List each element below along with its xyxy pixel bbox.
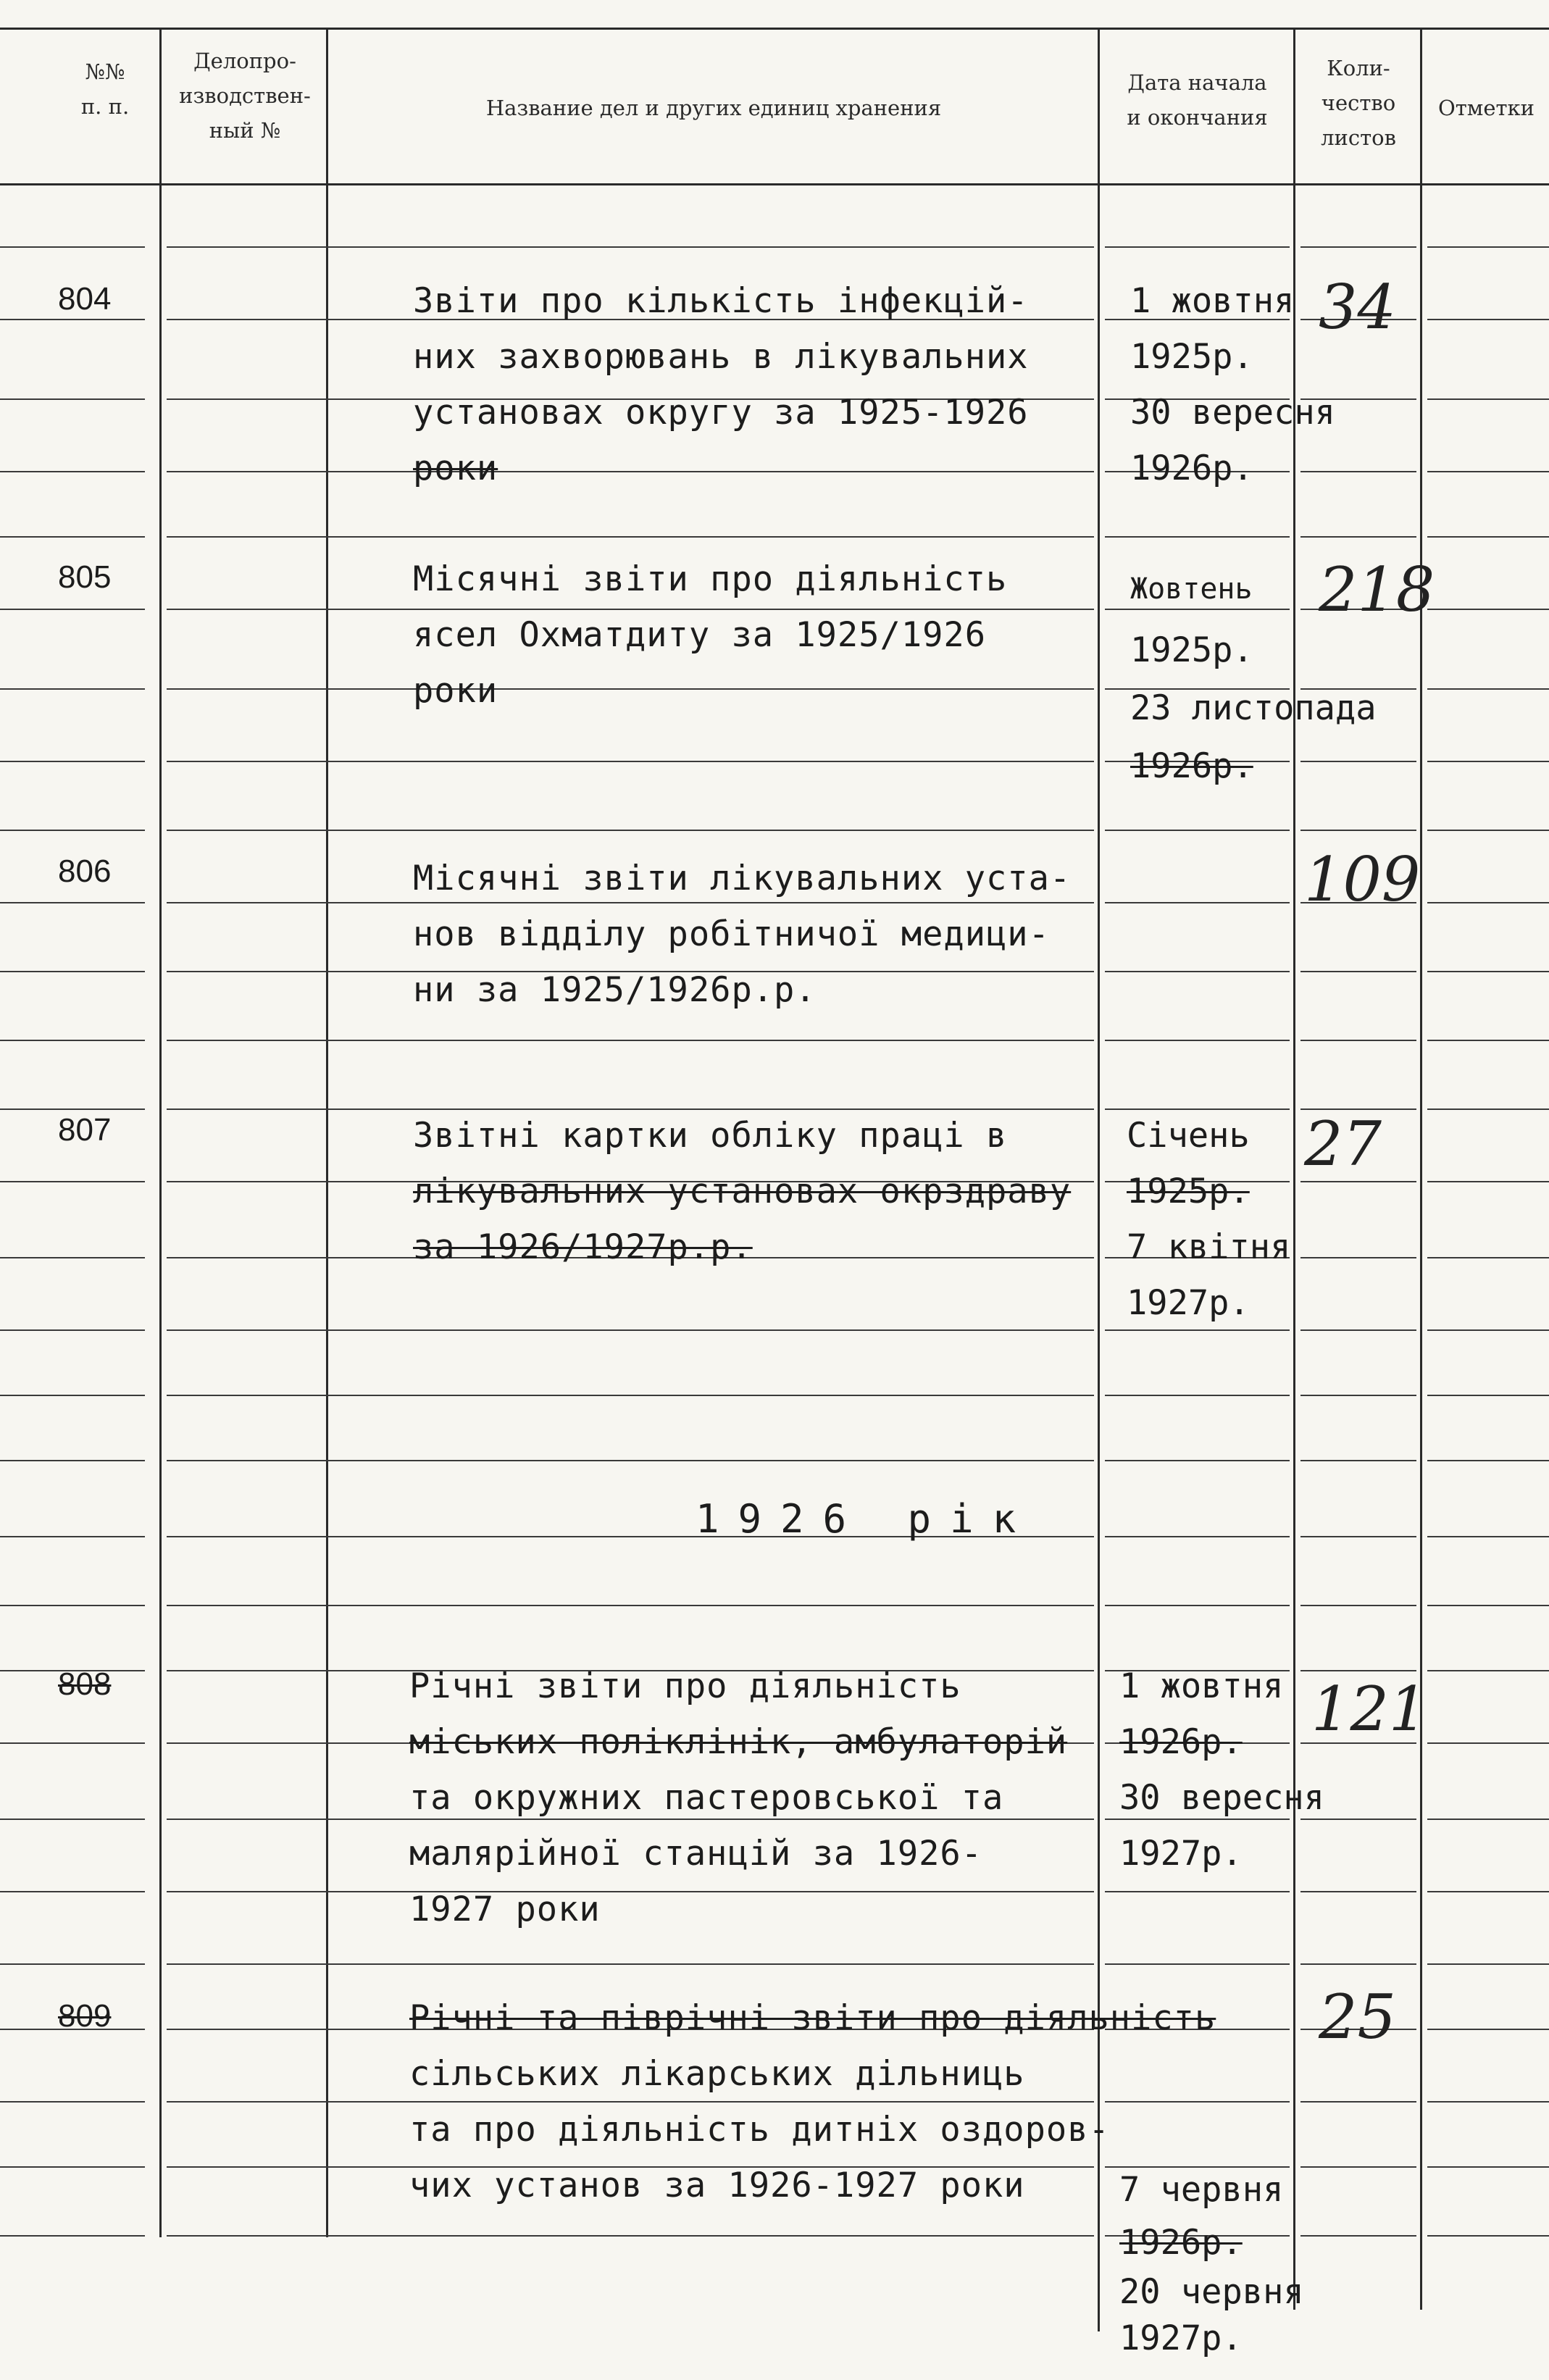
ruled-line: [0, 1460, 145, 1461]
ruled-line: [167, 902, 333, 903]
ruled-line: [1300, 1181, 1416, 1182]
year-heading: 1926 рік: [696, 1496, 1035, 1542]
ruled-line: [1427, 1963, 1549, 1965]
date-line: Січень: [1127, 1116, 1250, 1156]
ruled-line: [167, 1742, 333, 1744]
ruled-line: [0, 1891, 145, 1892]
entry-number: 807: [58, 1112, 112, 1148]
ruled-line: [1427, 830, 1549, 831]
ruled-line: [333, 902, 1094, 903]
ruled-line: [167, 319, 333, 320]
date-line: 7 квітня: [1127, 1227, 1291, 1267]
ruled-line: [0, 2235, 145, 2237]
title-line: Річні та піврічні звіти про діяльність: [409, 1998, 1216, 2038]
title-line: установах округу за 1925-1926: [413, 393, 1029, 433]
ruled-line: [167, 1181, 333, 1182]
title-line: за 1926/1927р.р.: [413, 1227, 753, 1267]
date-line: 7 червня: [1119, 2170, 1284, 2210]
title-line: них захворювань в лікувальних: [413, 337, 1029, 377]
date-line: 1926р.: [1119, 2223, 1243, 2263]
ruled-line: [1427, 609, 1549, 610]
ruled-line: [1427, 1181, 1549, 1182]
ruled-line: [0, 319, 145, 320]
sheet-count: 34: [1319, 272, 1396, 343]
ruled-line: [1427, 1108, 1549, 1110]
header-col-title: Название дел и других единиц хранения: [485, 96, 942, 120]
ruled-line: [167, 2029, 333, 2030]
title-line: та про діяльність дитніх оздоров-: [409, 2110, 1110, 2150]
ruled-line: [1105, 1108, 1290, 1110]
ruled-line: [167, 830, 333, 831]
date-line: 1926р.: [1130, 746, 1253, 786]
ruled-line: [1105, 1819, 1290, 1820]
ruled-line: [167, 246, 333, 248]
title-line: Місячні звіти лікувальних уста-: [413, 859, 1072, 898]
date-line: 1927р.: [1119, 2318, 1243, 2358]
ruled-line: [167, 1819, 333, 1820]
ruled-line: [1105, 1040, 1290, 1041]
ruled-line: [1427, 2101, 1549, 2103]
ruled-line: [1300, 246, 1416, 248]
ruled-line: [0, 971, 145, 972]
ruled-line: [0, 2166, 145, 2168]
ruled-line: [0, 1395, 145, 1396]
ruled-line: [1105, 2166, 1290, 2168]
ruled-line: [1300, 471, 1416, 472]
ruled-line: [333, 1819, 1094, 1820]
ruled-line: [1105, 971, 1290, 972]
ruled-line: [1300, 1460, 1416, 1461]
ruled-line: [1300, 2235, 1416, 2237]
ruled-line: [1300, 536, 1416, 538]
entry-number: 804: [58, 281, 112, 317]
ruled-line: [1105, 1460, 1290, 1461]
title-line: чих установ за 1926-1927 роки: [409, 2166, 1025, 2205]
ruled-line: [1427, 1605, 1549, 1606]
header-col-sheets: Коли- чество листов: [1321, 56, 1396, 150]
ruled-line: [0, 1329, 145, 1331]
ruled-line: [1427, 1819, 1549, 1820]
ruled-line: [1105, 1536, 1290, 1537]
date-line: 30 вересня: [1119, 1778, 1324, 1818]
sheet-count: 27: [1304, 1108, 1382, 1179]
date-line: 1926р.: [1130, 448, 1253, 488]
ruled-line: [1105, 902, 1290, 903]
ruled-line: [0, 1108, 145, 1110]
ruled-line: [167, 1460, 333, 1461]
header-top-rule: [0, 28, 1549, 30]
ruled-line: [1427, 1742, 1549, 1744]
column-rule-3: [1098, 28, 1100, 2331]
date-line: 1925р.: [1130, 337, 1253, 377]
ruled-line: [167, 688, 333, 690]
ruled-line: [0, 1963, 145, 1965]
entry-number: 805: [58, 559, 112, 595]
ruled-line: [1300, 1329, 1416, 1331]
ruled-line: [167, 2101, 333, 2103]
entry-number: 808: [58, 1666, 112, 1702]
ruled-line: [1427, 1670, 1549, 1671]
title-line: лікувальних установах окрздраву: [413, 1172, 1072, 1211]
title-line: Річні звіти про діяльність: [409, 1666, 961, 1706]
title-line: малярійної станцій за 1926-: [409, 1834, 983, 1874]
ruled-line: [1300, 1605, 1416, 1606]
ruled-line: [0, 609, 145, 610]
ruled-line: [1300, 1536, 1416, 1537]
sheet-count: 121: [1311, 1674, 1428, 1745]
ruled-line: [1427, 1329, 1549, 1331]
title-line: Місячні звіти про діяльність: [413, 559, 1008, 599]
ruled-line: [0, 246, 145, 248]
ruled-line: [1427, 398, 1549, 400]
ruled-line: [0, 2101, 145, 2103]
ruled-line: [333, 830, 1094, 831]
ruled-line: [333, 1460, 1094, 1461]
ruled-line: [1427, 1395, 1549, 1396]
ruled-line: [1427, 1040, 1549, 1041]
ruled-line: [1427, 2235, 1549, 2237]
ruled-line: [0, 1536, 145, 1537]
ruled-line: [0, 1181, 145, 1182]
date-line: 1925р.: [1127, 1172, 1250, 1211]
ruled-line: [167, 1108, 333, 1110]
ruled-line: [1427, 1536, 1549, 1537]
ruled-line: [333, 609, 1094, 610]
ruled-line: [333, 246, 1094, 248]
ruled-line: [333, 1108, 1094, 1110]
date-line: 1927р.: [1127, 1283, 1250, 1323]
sheet-count: 218: [1319, 554, 1435, 625]
ruled-line: [1300, 830, 1416, 831]
ruled-line: [1300, 1963, 1416, 1965]
sheet-count: 25: [1319, 1982, 1396, 2053]
ruled-line: [1300, 761, 1416, 762]
ruled-line: [167, 971, 333, 972]
ruled-line: [0, 398, 145, 400]
ruled-line: [1427, 319, 1549, 320]
title-line: ни за 1925/1926р.р.: [413, 970, 817, 1010]
ruled-line: [167, 1395, 333, 1396]
ruled-line: [1300, 2101, 1416, 2103]
ruled-line: [0, 536, 145, 538]
ruled-line: [1427, 246, 1549, 248]
ruled-line: [167, 2235, 333, 2237]
ruled-line: [167, 536, 333, 538]
ruled-line: [333, 2101, 1094, 2103]
ruled-line: [1427, 902, 1549, 903]
date-line: Жовтень: [1130, 572, 1253, 606]
sheet-count: 109: [1304, 844, 1421, 915]
title-line: міських поліклінік, амбулаторій: [409, 1722, 1068, 1762]
header-col-num: №№ п. п.: [80, 59, 130, 119]
ruled-line: [0, 830, 145, 831]
header-col-dates: Дата начала и окончания: [1127, 70, 1268, 130]
ruled-line: [1105, 2101, 1290, 2103]
ruled-line: [333, 1329, 1094, 1331]
ruled-line: [1300, 1819, 1416, 1820]
date-line: 1925р.: [1130, 630, 1253, 670]
ruled-line: [1427, 1460, 1549, 1461]
title-line: та окружних пастеровської та: [409, 1778, 1004, 1818]
ruled-line: [0, 1257, 145, 1258]
ruled-line: [167, 1329, 333, 1331]
ruled-line: [1300, 1040, 1416, 1041]
ruled-line: [0, 761, 145, 762]
ruled-line: [1105, 246, 1290, 248]
title-line: роки: [413, 448, 498, 488]
ruled-line: [1427, 2029, 1549, 2030]
ruled-line: [333, 1395, 1094, 1396]
ruled-line: [333, 536, 1094, 538]
title-line: ясел Охматдиту за 1925/1926: [413, 615, 987, 655]
ruled-line: [167, 1963, 333, 1965]
title-line: сільських лікарських дільниць: [409, 2054, 1025, 2094]
ruled-line: [1427, 1257, 1549, 1258]
header-col-office: Делопро- изводствен- ный №: [179, 49, 311, 143]
ruled-line: [1105, 1963, 1290, 1965]
ruled-line: [0, 1742, 145, 1744]
column-rule-1: [159, 28, 162, 2237]
ruled-line: [1300, 2166, 1416, 2168]
ruled-line: [167, 1605, 333, 1606]
title-line: Звіти про кількість інфекцій-: [413, 281, 1029, 321]
ruled-line: [1427, 688, 1549, 690]
ruled-line: [1427, 761, 1549, 762]
ruled-line: [0, 902, 145, 903]
ruled-line: [1427, 536, 1549, 538]
ruled-line: [167, 2166, 333, 2168]
ruled-line: [0, 1605, 145, 1606]
ruled-line: [0, 1040, 145, 1041]
ruled-line: [167, 609, 333, 610]
entry-number: 809: [58, 1998, 112, 2034]
date-line: 1 жовтня: [1130, 281, 1295, 321]
ruled-line: [1300, 1257, 1416, 1258]
column-rule-4: [1293, 28, 1295, 2310]
ruled-line: [333, 1040, 1094, 1041]
ruled-line: [1105, 1891, 1290, 1892]
ruled-line: [1105, 1605, 1290, 1606]
header-bottom-rule: [0, 183, 1549, 185]
ruled-line: [1105, 536, 1290, 538]
ruled-line: [167, 1040, 333, 1041]
ruled-line: [1300, 1670, 1416, 1671]
ruled-line: [333, 1605, 1094, 1606]
ruled-line: [1427, 971, 1549, 972]
column-rule-2: [326, 28, 328, 2237]
date-line: 30 вересня: [1130, 393, 1335, 433]
entry-number: 806: [58, 853, 112, 889]
ruled-line: [1105, 1329, 1290, 1331]
date-line: 1927р.: [1119, 1834, 1243, 1874]
ruled-line: [167, 1670, 333, 1671]
title-line: роки: [413, 671, 498, 711]
ruled-line: [1105, 1395, 1290, 1396]
date-line: 23 листопада: [1130, 688, 1377, 728]
ruled-line: [1427, 471, 1549, 472]
ruled-line: [1105, 830, 1290, 831]
date-line: 1 жовтня: [1119, 1666, 1284, 1706]
ruled-line: [1105, 609, 1290, 610]
ruled-line: [1300, 971, 1416, 972]
ruled-line: [1427, 1891, 1549, 1892]
ruled-line: [333, 1963, 1094, 1965]
header-col-notes: Отметки: [1437, 96, 1535, 120]
ruled-line: [1427, 2166, 1549, 2168]
ruled-line: [333, 761, 1094, 762]
ruled-line: [0, 688, 145, 690]
ruled-line: [167, 1536, 333, 1537]
ruled-line: [167, 398, 333, 400]
date-line: 20 червня: [1119, 2272, 1304, 2312]
ruled-line: [167, 1257, 333, 1258]
date-line: 1926р.: [1119, 1722, 1243, 1762]
column-rule-5: [1420, 28, 1422, 2310]
ruled-line: [167, 471, 333, 472]
title-line: Звітні картки обліку праці в: [413, 1116, 1008, 1156]
title-line: нов відділу робітничої медици-: [413, 914, 1050, 954]
title-line: 1927 роки: [409, 1890, 601, 1929]
ruled-line: [0, 1819, 145, 1820]
ruled-line: [1300, 1891, 1416, 1892]
ruled-line: [167, 1891, 333, 1892]
ruled-line: [333, 2235, 1094, 2237]
ruled-line: [0, 471, 145, 472]
ruled-line: [167, 761, 333, 762]
ruled-line: [1300, 1395, 1416, 1396]
